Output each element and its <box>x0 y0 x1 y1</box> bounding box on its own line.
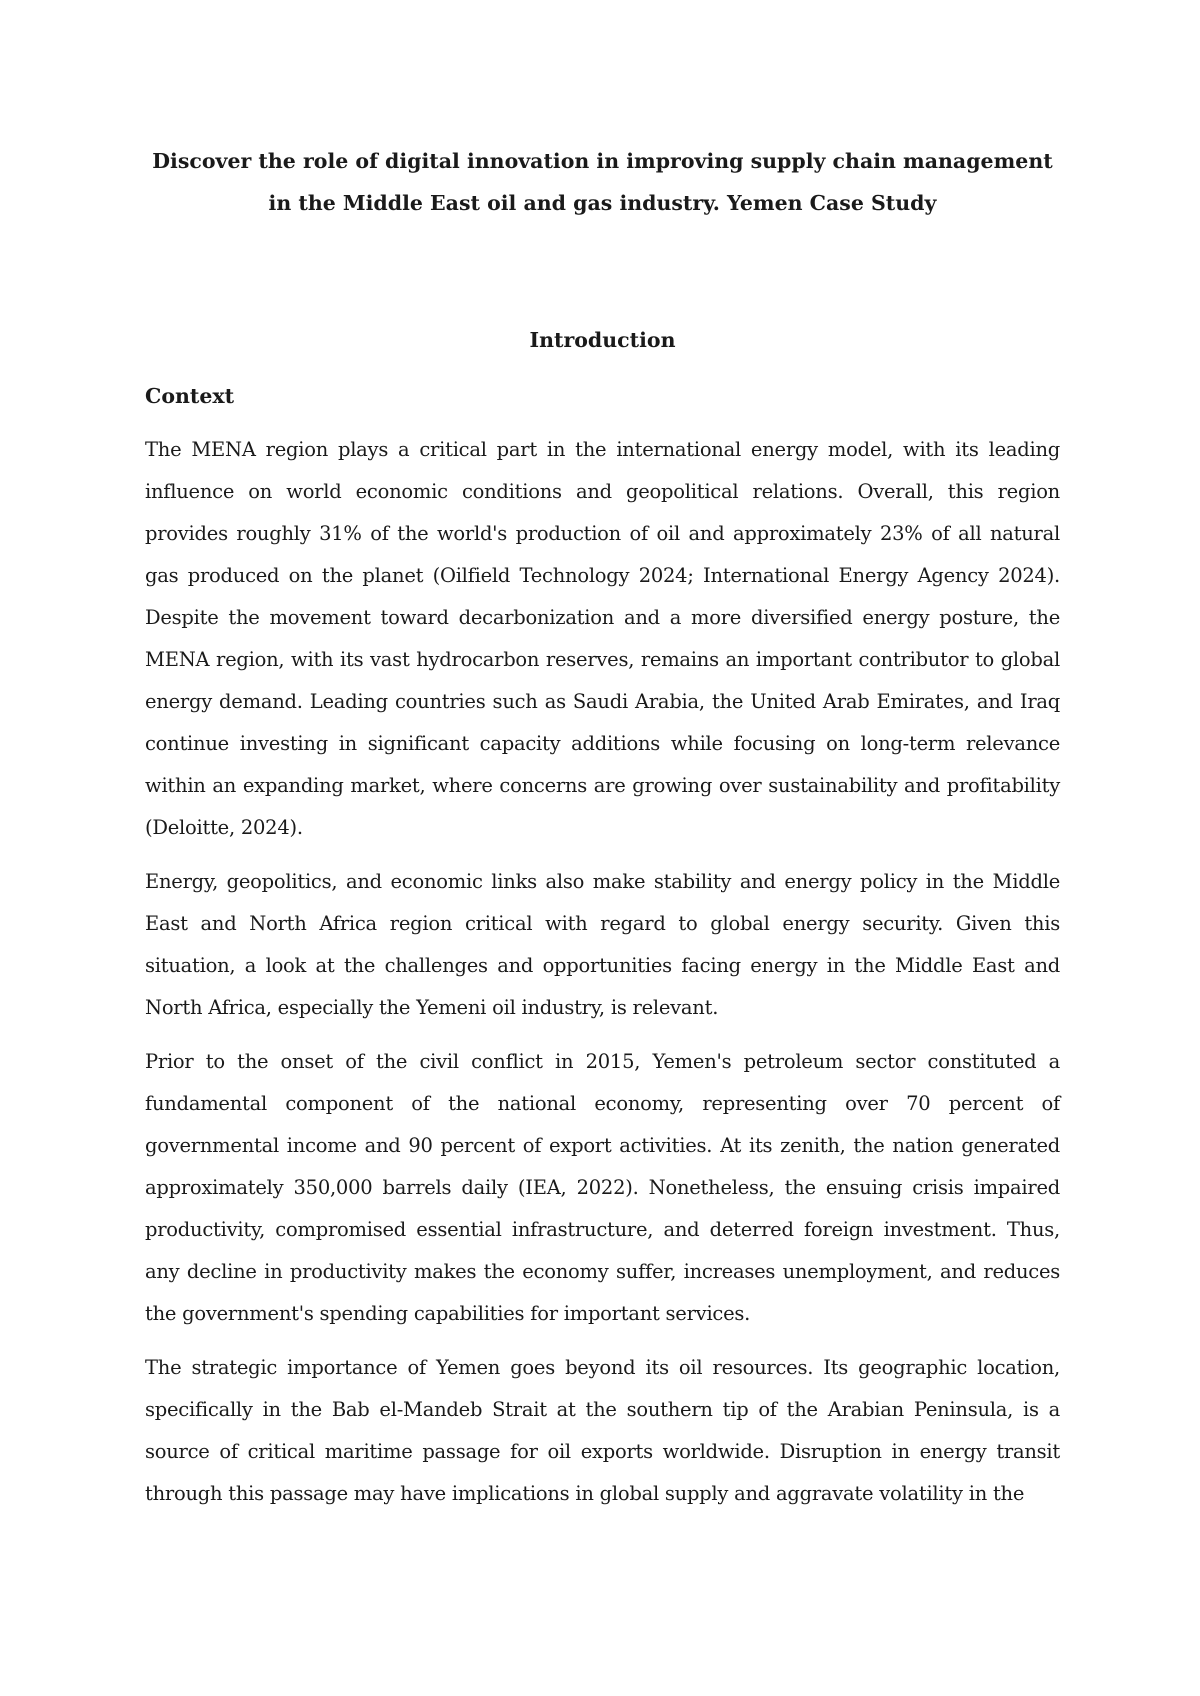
document-body <box>145 140 1060 1515</box>
document-title: Discover the role of digital innovation in improving supply chain management in the Middle East oil and gas industry. Yemen Case Study <box>152 149 1053 215</box>
paragraph-2: Energy, geopolitics, and economic links also make stability and energy policy in the Middle East and North Africa region critical with regard to global energy security. Given this situation, a look at the challenges and opportunities facing energy in the Middle East and North Africa, especially the Yemeni oil industry, is relevant. <box>145 870 1060 1019</box>
paragraph-3: Prior to the onset of the civil conflict in 2015, Yemen's petroleum sector constituted a fundamental component of the national economy, representing over 70 percent of governmental income and 90 percent of export activities. At its zenith, the nation generated approximately 350,000 barrels daily (IEA, 2022). Nonetheless, the ensuing crisis impaired productivity, compromised essential infrastructure, and deterred foreign investment. Thus, any decline in productivity makes the economy suffer, increases unemployment, and reduces the government's spending capabilities for important services. <box>145 1050 1060 1325</box>
section-heading-introduction: Introduction <box>529 328 676 352</box>
sub-heading-context: Context <box>145 384 235 408</box>
paragraph-4: The strategic importance of Yemen goes beyond its oil resources. Its geographic location, specifically in the Bab el-Mandeb Strait at the southern tip of the Arabian Peninsula, is a source of critical maritime passage for oil exports worldwide. Disruption in energy transit through this passage may have implications in global supply and aggravate volatility in the <box>145 1356 1060 1505</box>
paragraph-1: The MENA region plays a critical part in the international energy model, with its leading influence on world economic conditions and geopolitical relations. Overall, this region provides roughly 31% of the world's production of oil and approximately 23% of all natural gas produced on the planet (Oilfield Technology 2024; International Energy Agency 2024). Despite the movement toward decarbonization and a more diversified energy posture, the MENA region, with its vast hydrocarbon reserves, remains an important contributor to global energy demand. Leading countries such as Saudi Arabia, the United Arab Emirates, and Iraq continue investing in significant capacity additions while focusing on long-term relevance within an expanding market, where concerns are growing over sustainability and profitability (Deloitte, 2024). <box>145 438 1060 839</box>
